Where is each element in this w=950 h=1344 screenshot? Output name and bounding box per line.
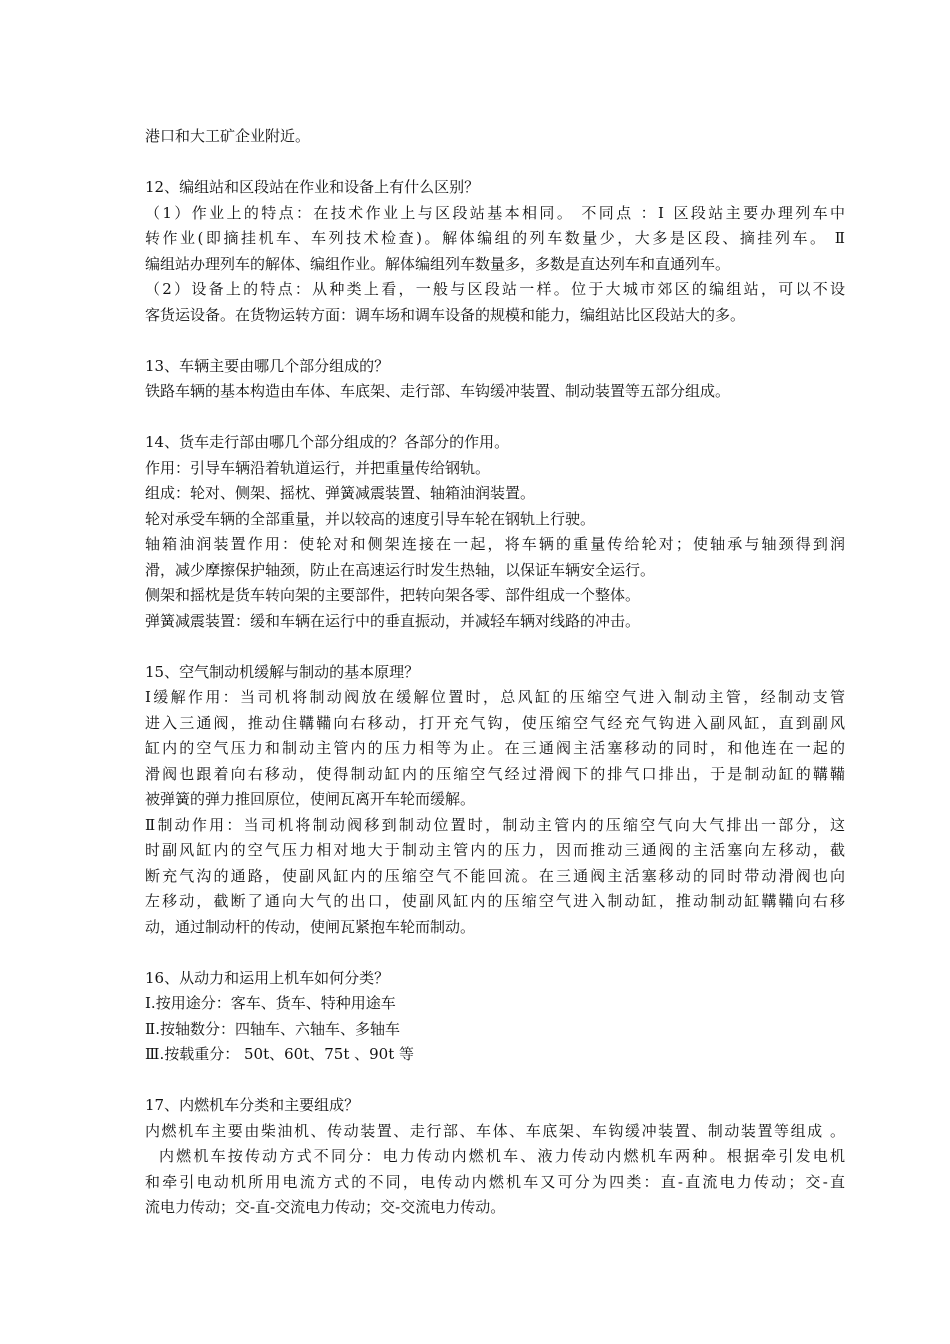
answer-line: 编组站办理列车的解体、编组作业。解体编组列车数量多，多数是直达列车和直通列车。 — [145, 254, 731, 273]
question-heading: 14、货车走行部由哪几个部分组成的？各部分的作用。 — [145, 433, 510, 451]
paragraph-gap — [145, 634, 845, 660]
answer-line: 铁路车辆的基本构造由车体、车底架、走行部、车钩缓冲装置、制动装置等五部分组成。 — [145, 382, 731, 400]
section-q15 — [145, 660, 845, 941]
answer-line: 断充气沟的通路，使副风缸内的压缩空气不能回流。在三通阀主活塞移动的同时带动滑阀也向 — [145, 866, 845, 885]
answer-line: 弹簧减震装置：缓和车辆在运行中的垂直振动，并减轻车辆对线路的冲击。 — [145, 611, 641, 630]
answer-line: Ⅱ制动作用：当司机将制动阀移到制动位置时，制动主管内的压缩空气向大气排出一部分，这 — [145, 815, 845, 834]
question-heading: 17、内燃机车分类和主要组成？ — [145, 1096, 360, 1114]
answer-line: Ⅰ.按用途分：客车、货车、特种用途车 — [145, 994, 396, 1012]
question-heading: 16、从动力和运用上机车如何分类？ — [145, 968, 390, 987]
section-q14 — [145, 430, 845, 634]
answer-line: 轮对承受车辆的全部重量，并以较高的速度引导车轮在钢轨上行驶。 — [145, 509, 596, 528]
answer-line: 滑，减少摩擦保护轴颈，防止在高速运行时发生热轴，以保证车辆安全运行。 — [145, 560, 656, 579]
section-q17 — [145, 1093, 845, 1221]
answer-line: Ⅱ.按轴数分：四轴车、六轴车、多轴车 — [145, 1019, 400, 1038]
answer-line: （2）设备上的特点：从种类上看，一般与区段站一样。位于大城市郊区的编组站，可以不设 — [145, 280, 845, 298]
answer-line: 缸内的空气压力和制动主管内的压力相等为止。在三通阀主活塞移动的同时，和他连在一起的 — [145, 739, 845, 757]
answer-line: 内燃机车按传动方式不同分：电力传动内燃机车、液力传动内燃机车两种。根据牵引发电机 — [145, 1147, 845, 1165]
question-heading: 13、车辆主要由哪几个部分组成的？ — [145, 356, 390, 375]
answer-line: 时副风缸内的空气压力相对地大于制动主管内的压力，因而推动三通阀的主活塞向左移动，截 — [145, 841, 845, 859]
section-q12 — [145, 175, 845, 328]
section-q16 — [145, 966, 845, 1068]
intro-line: 港口和大工矿企业附近。 — [145, 127, 311, 145]
paragraph-gap — [145, 150, 845, 176]
answer-line: （1）作业上的特点：在技术作业上与区段站基本相同。 不同点 ：Ⅰ 区段站主要办理列车中 — [145, 203, 845, 222]
answer-line: 内燃机车主要由柴油机、传动装置、走行部、车体、车底架、车钩缓冲装置、制动装置等组成 。 — [145, 1121, 845, 1140]
answer-line: 侧架和摇枕是货车转向架的主要部件，把转向架各零、部件组成一个整体。 — [145, 586, 641, 604]
answer-line: 组成：轮对、侧架、摇枕、弹簧减震装置、轴箱油润装置。 — [145, 484, 536, 502]
answer-line: 进入三通阀，推动住鞲鞴向右移动，打开充气钩，使压缩空气经充气钩进入副风缸，直到副风 — [145, 713, 845, 732]
paragraph-gap — [145, 940, 845, 966]
paragraph-gap — [145, 405, 845, 431]
answer-line: 客货运设备。在货物运转方面：调车场和调车设备的规模和能力，编组站比区段站大的多。 — [145, 305, 746, 324]
answer-line: 滑阀也跟着向右移动，使得制动缸内的压缩空气经过滑阀下的排气口排出，于是制动缸的鞲鞴 — [145, 764, 845, 783]
answer-line: 轴箱油润装置作用：使轮对和侧架连接在一起，将车辆的重量传给轮对；使轴承与轴颈得到润 — [145, 535, 845, 553]
paragraph-gap — [145, 328, 845, 354]
section-q13 — [145, 354, 845, 405]
paragraph-gap — [145, 1068, 845, 1094]
answer-line: 作用：引导车辆沿着轨道运行，并把重量传给钢轨。 — [145, 458, 491, 477]
answer-line: Ⅲ.按载重分： 50t、60t、75t 、90t 等 — [145, 1045, 414, 1063]
answer-line: 和牵引电动机所用电流方式的不同，电传动内燃机车又可分为四类：直-直流电力传动；交-直 — [145, 1172, 845, 1191]
answer-line: 转作业(即摘挂机车、车列技术检查)。解体编组的列车数量少，大多是区段、摘挂列车。 Ⅱ — [145, 229, 845, 247]
question-heading: 12、编组站和区段站在作业和设备上有什么区别？ — [145, 178, 480, 196]
document-body — [145, 124, 845, 1221]
answer-line: Ⅰ缓解作用：当司机将制动阀放在缓解位置时，总风缸的压缩空气进入制动主管，经制动支管 — [145, 688, 845, 706]
answer-line: 动，通过制动杆的传动，使闸瓦紧抱车轮而制动。 — [145, 917, 476, 936]
question-heading: 15、空气制动机缓解与制动的基本原理？ — [145, 662, 420, 681]
answer-line: 流电力传动；交-直-交流电力传动；交-交流电力传动。 — [145, 1198, 506, 1216]
answer-line: 被弹簧的弹力推回原位，使闸瓦离开车轮而缓解。 — [145, 790, 476, 808]
answer-line: 左移动，截断了通向大气的出口，使副风缸内的压缩空气进入制动缸，推动制动缸鞲鞴向右移 — [145, 892, 845, 910]
